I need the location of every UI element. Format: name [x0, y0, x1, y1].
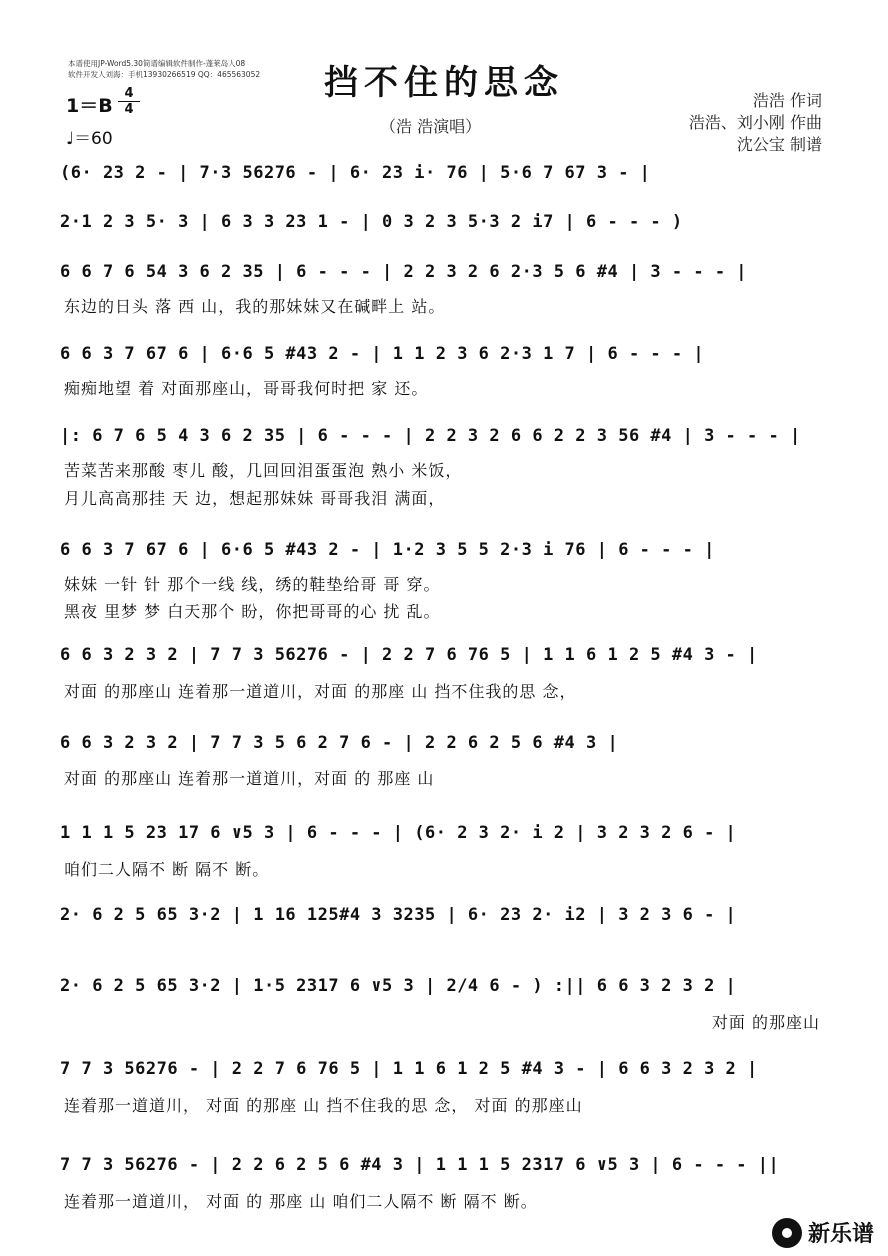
system-7-lyrics-1: 对面 的那座山 连着那一道道川，对面 的那座 山 挡不住我的思 念， [64, 682, 577, 701]
composer-credit: 浩浩、刘小刚 作曲 [688, 113, 822, 132]
system-3-lyrics-1: 东边的日头 落 西 山，我的那妹妹又在碱畔上 站。 [64, 297, 446, 316]
system-3-notes: 6 6 7 6 54 3 6 2 35 | 6 - - - | 2 2 3 2 6 2·3 5 6 #4 | 3 - - - | [60, 262, 748, 282]
system-8-lyrics-1: 对面 的那座山 连着那一道道川，对面 的 那座 山 [64, 769, 435, 788]
lyricist-credit: 浩浩 作词 [752, 91, 822, 110]
software-note-2: 软件开发人刘海：手机13930266519 QQ：465563052 [68, 70, 261, 79]
record-disc-icon [772, 1218, 802, 1248]
system-5-notes: |: 6 7 6 5 4 3 6 2 35 | 6 - - - | 2 2 3 2 6 6 2 2 3 56 #4 | 3 - - - | [60, 426, 801, 446]
system-8-notes: 6 6 3 2 3 2 | 7 7 3 5 6 2 7 6 - | 2 2 6 2 5 6 #4 3 | [60, 733, 619, 753]
system-6-lyrics-2: 黑夜 里梦 梦 白天那个 盼，你把哥哥的心 扰 乱。 [64, 602, 441, 621]
software-note-1: 本谱使用JP-Word5.30简谱编辑软件制作-蓬莱岛人08 [68, 59, 246, 68]
system-9-notes: 1 1 1 5 23 17 6 ∨5 3 | 6 - - - | (6· 2 3 2· i 2 | 3 2 3 2 6 - | [60, 823, 737, 843]
key-signature: 1＝B [66, 95, 113, 117]
system-5-lyrics-2: 月儿高高那挂 天 边，想起那妹妹 哥哥我泪 满面， [64, 489, 446, 508]
time-signature-bottom: 4 [118, 101, 140, 117]
system-7-notes: 6 6 3 2 3 2 | 7 7 3 56276 - | 2 2 7 6 76 5 | 1 1 6 1 2 5 #4 3 - | [60, 645, 758, 665]
system-6-lyrics-1: 妹妹 一针 针 那个一线 线，绣的鞋垫给哥 哥 穿。 [64, 575, 441, 594]
system-9-lyrics-1: 咱们二人隔不 断 隔不 断。 [64, 860, 270, 879]
system-13-notes: 7 7 3 56276 - | 2 2 6 2 5 6 #4 3 | 1 1 1 5 2317 6 ∨5 3 | 6 - - - || [60, 1155, 780, 1175]
system-1-notes: (6· 23 2 - | 7·3 56276 - | 6· 23 i· 76 | 5·6 7 67 3 - | [60, 163, 651, 183]
site-logo [772, 1217, 874, 1248]
system-10-notes: 2· 6 2 5 65 3·2 | 1 16 125#4 3 3235 | 6· 23 2· i2 | 3 2 3 6 - | [60, 905, 737, 925]
system-12-lyrics-1: 连着那一道道川， 对面 的那座 山 挡不住我的思 念， 对面 的那座山 [64, 1096, 583, 1115]
song-title: 挡不住的思念 [324, 63, 564, 103]
system-5-lyrics-1: 苦菜苦来那酸 枣儿 酸，几回回泪蛋蛋泡 熟小 米饭， [64, 461, 463, 480]
system-11-notes: 2· 6 2 5 65 3·2 | 1·5 2317 6 ∨5 3 | 2/4 6 - ) :|| 6 6 3 2 3 2 | [60, 976, 737, 996]
system-2-notes: 2·1 2 3 5· 3 | 6 3 3 23 1 - | 0 3 2 3 5·3 2 i7 | 6 - - - ) [60, 212, 683, 232]
transcriber-credit: 沈公宝 制谱 [736, 135, 822, 154]
time-signature-top: 4 [124, 86, 134, 101]
tempo-marking: ♩＝60 [66, 129, 113, 149]
system-6-notes: 6 6 3 7 67 6 | 6·6 5 #43 2 - | 1·2 3 5 5 2·3 i 76 | 6 - - - | [60, 540, 715, 560]
system-11-lyrics-1: 对面 的那座山 [711, 1013, 820, 1032]
system-4-lyrics-1: 痴痴地望 着 对面那座山，哥哥我何时把 家 还。 [64, 379, 429, 398]
system-12-notes: 7 7 3 56276 - | 2 2 7 6 76 5 | 1 1 6 1 2 5 #4 3 - | 6 6 3 2 3 2 | [60, 1059, 758, 1079]
system-13-lyrics-1: 连着那一道道川， 对面 的 那座 山 咱们二人隔不 断 隔不 断。 [64, 1192, 538, 1211]
system-4-notes: 6 6 3 7 67 6 | 6·6 5 #43 2 - | 1 1 2 3 6 2·3 1 7 | 6 - - - | [60, 344, 705, 364]
time-signature [118, 86, 140, 117]
logo-text: 新乐谱 [807, 1222, 874, 1247]
singer-label: （浩 浩演唱） [380, 117, 482, 136]
